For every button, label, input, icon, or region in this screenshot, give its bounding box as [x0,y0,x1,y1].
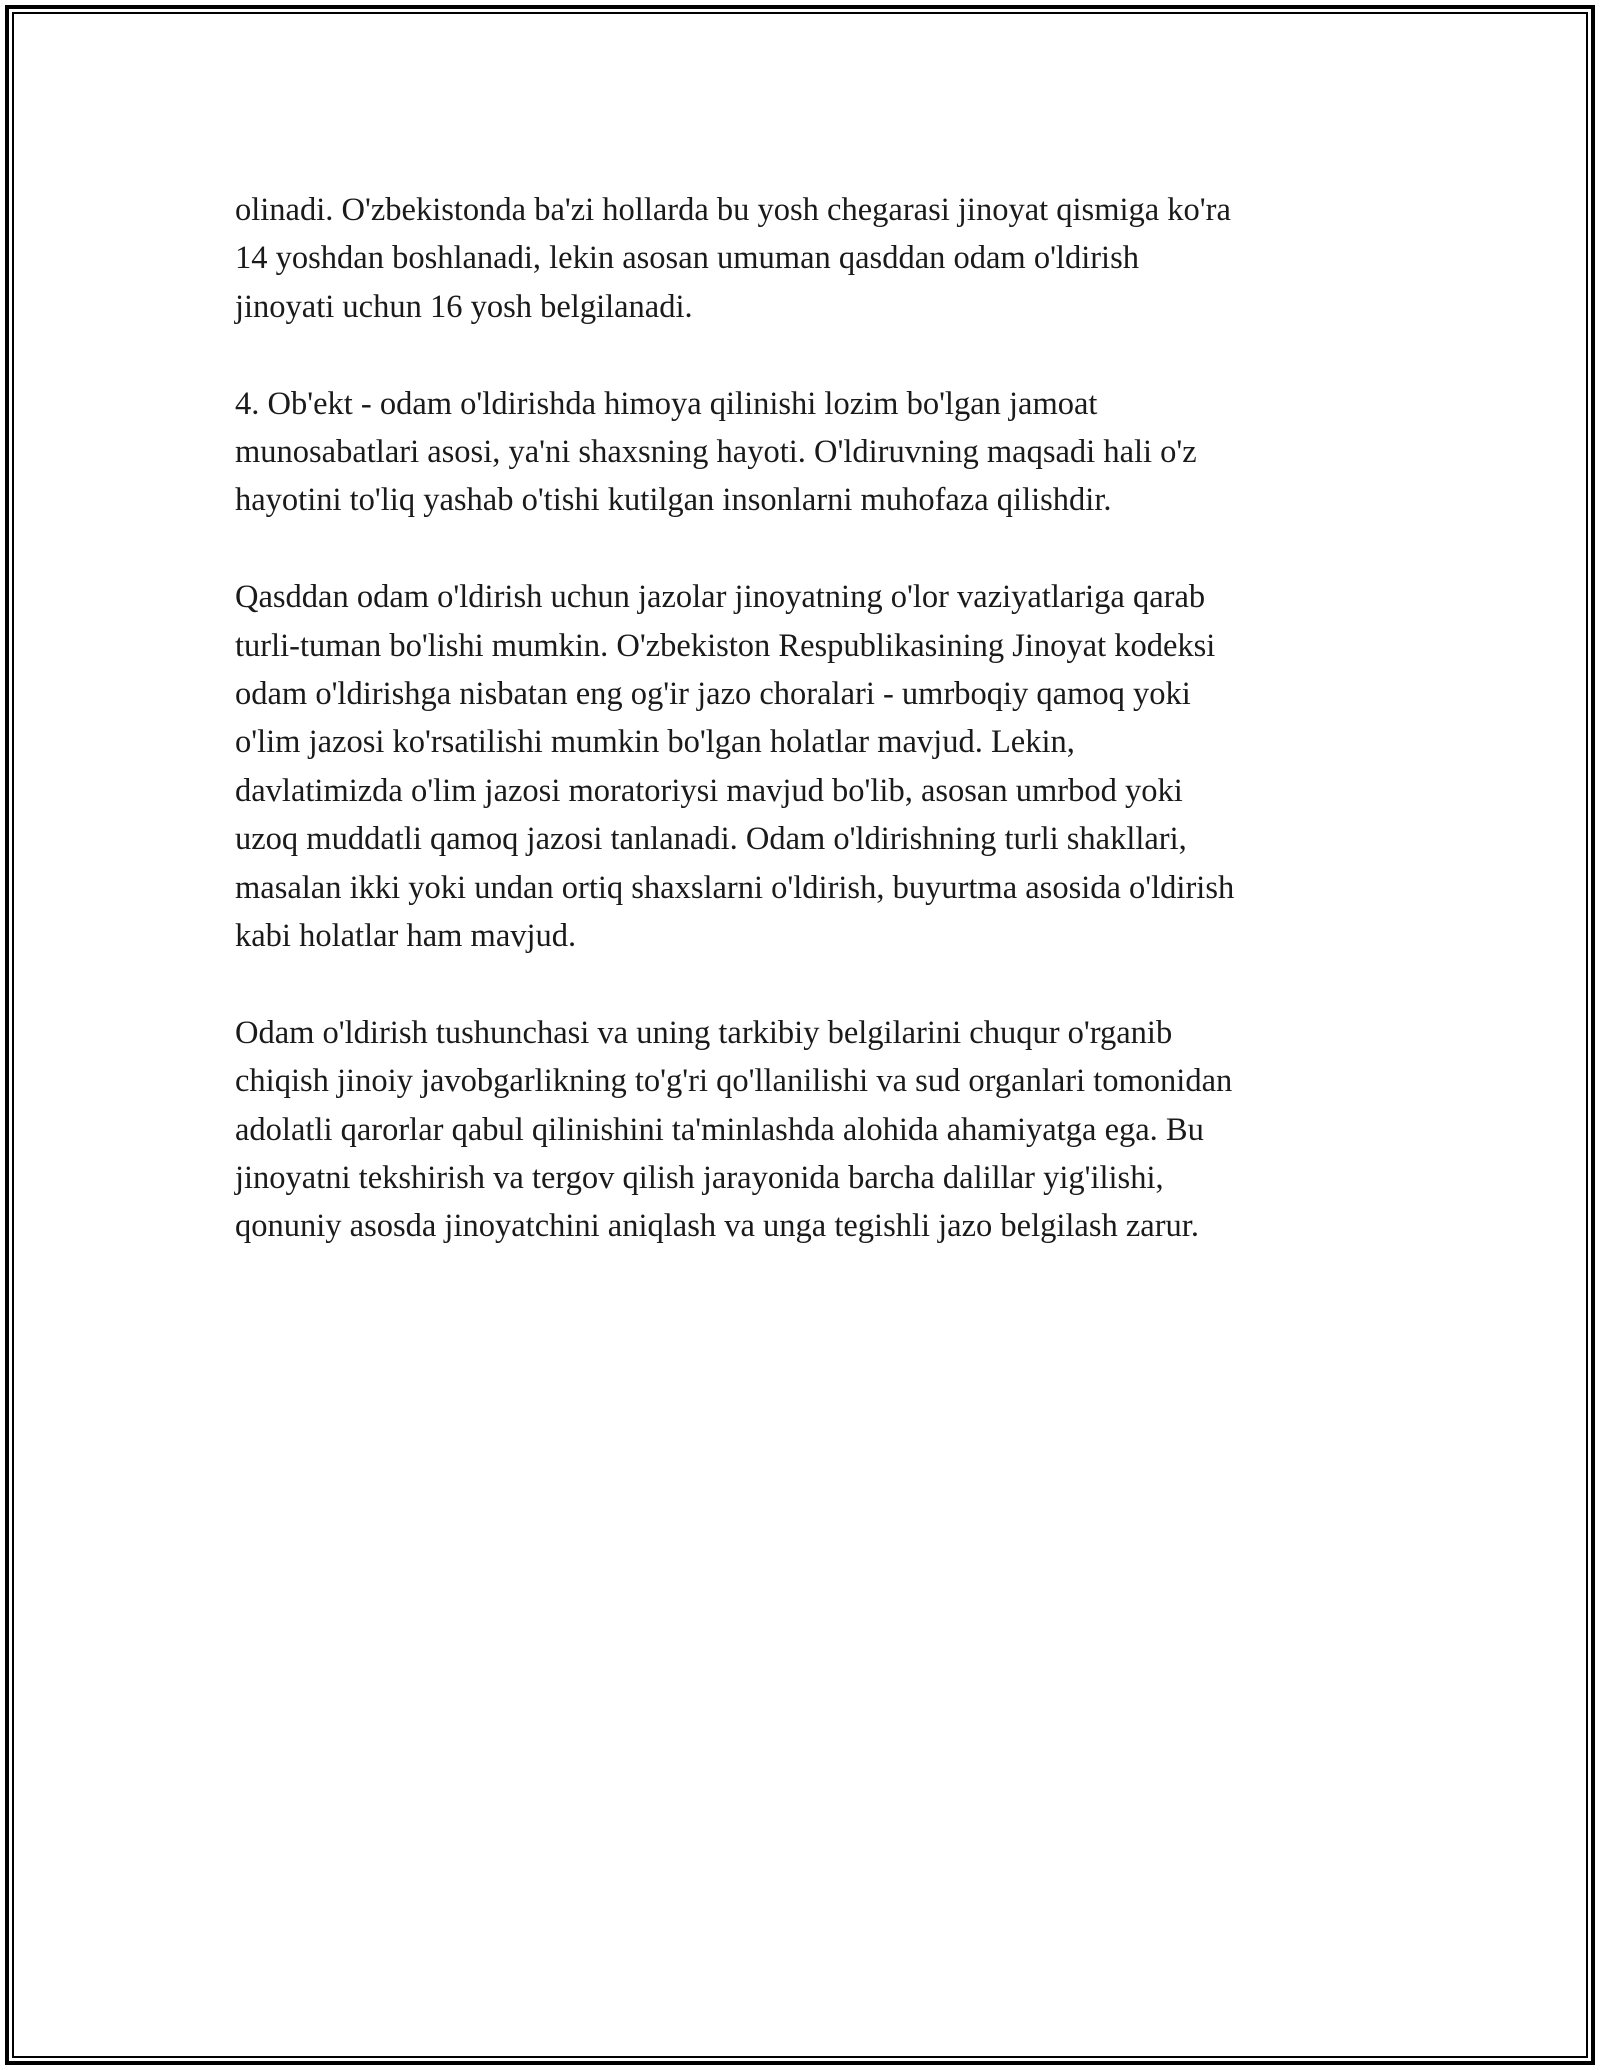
text-line: 14 yoshdan boshlanadi, lekin asosan umuman qasddan odam o'ldirish [235,240,1139,277]
paragraph-age-limit [235,186,1375,331]
text-line: hayotini to'liq yashab o'tishi kutilgan insonlarni muhofaza qilishdir. [235,482,1112,519]
text-line: olinadi. O'zbekistonda ba'zi hollarda bu yosh chegarasi jinoyat qismiga ko'ra [235,192,1231,228]
text-line: turli-tuman bo'lishi mumkin. O'zbekiston Respublikasining Jinoyat kodeksi [235,627,1216,664]
paragraph-punishments [235,573,1375,960]
text-line: Qasddan odam o'ldirish uchun jazolar jinoyatning o'lor vaziyatlariga qarab [235,579,1206,616]
text-line: davlatimizda o'lim jazosi moratoriysi mavjud bo'lib, asosan umrbod yoki [235,772,1183,809]
paragraph-conclusion [235,1009,1375,1251]
text-line: masalan ikki yoki undan ortiq shaxslarni o'ldirish, buyurtma asosida o'ldirish [235,869,1235,906]
text-line: munosabatlari asosi, ya'ni shaxsning hayoti. O'ldiruvning maqsadi hali o'z [235,434,1197,471]
text-line: odam o'ldirishga nisbatan eng og'ir jazo choralari - umrboqiy qamoq yoki [235,676,1191,713]
text-line: adolatli qarorlar qabul qilinishini ta'minlashda alohida ahamiyatga ega. Bu [235,1111,1204,1148]
text-line: 4. Ob'ekt - odam o'ldirishda himoya qilinishi lozim bo'lgan jamoat [235,385,1098,422]
text-line: Odam o'ldirish tushunchasi va uning tarkibiy belgilarini chuqur o'rganib [235,1014,1173,1051]
text-line: chiqish jinoiy javobgarlikning to'g'ri qo'llanilishi va sud organlari tomonidan [235,1063,1233,1100]
text-line: kabi holatlar ham mavjud. [235,918,577,955]
text-line: o'lim jazosi ko'rsatilishi mumkin bo'lgan holatlar mavjud. Lekin, [235,724,1075,761]
paragraph-object [235,380,1375,525]
text-line: jinoyatni tekshirish va tergov qilish jarayonida barcha dalillar yig'ilishi, [235,1160,1164,1197]
text-line: jinoyati uchun 16 yosh belgilanadi. [235,288,693,325]
document-body [235,186,1375,1299]
text-line: uzoq muddatli qamoq jazosi tanlanadi. Odam o'ldirishning turli shakllari, [235,821,1187,858]
text-line: qonuniy asosda jinoyatchini aniqlash va unga tegishli jazo belgilash zarur. [235,1208,1199,1245]
